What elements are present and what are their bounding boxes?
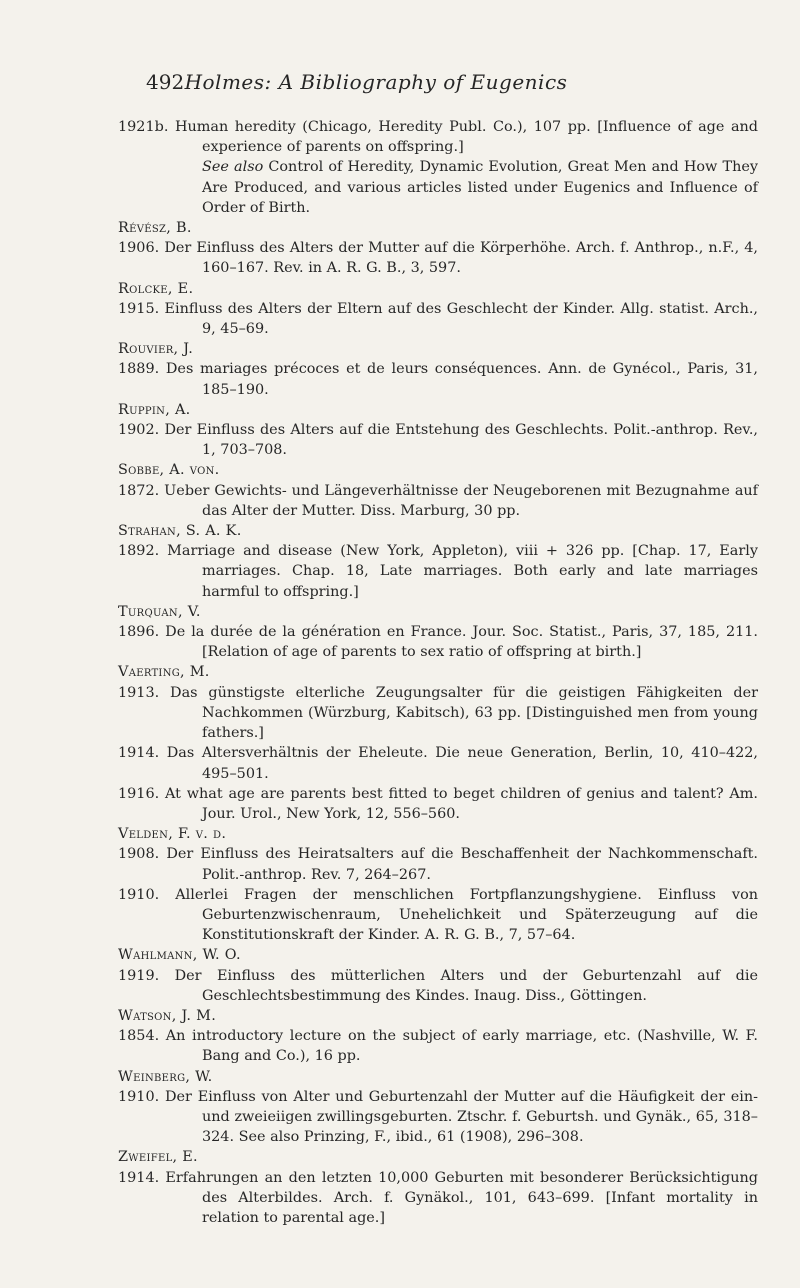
running-title: Holmes: A Bibliography of Eugenics [184,70,568,94]
bib-entry: 1910. Der Einfluss von Alter und Geburtenzahl der Mutter auf die Häufigkeit der ein- und zweieiigen zwillingsgeburten. Ztschr. f. Geburtsh. und Gynäk., 65, 318–324. See also Prinzing, F., ibid., 61 (1908), 296–308. [118,1088,758,1146]
page-number: 492 [146,70,185,94]
author-heading: Turquan, V. [118,603,201,620]
bib-entry: 1872. Ueber Gewichts- und Längeverhältnisse der Neugeborenen mit Bezugnahme auf das Alter der Mutter. Diss. Marburg, 30 pp. [118,482,758,519]
author-heading: Rouvier, J. [118,341,194,358]
author-heading: Wahlmann, W. O. [118,947,241,964]
see-also-lead: See also [202,159,264,176]
see-also-note [118,157,758,218]
bib-entry: 1914. Das Altersverhältnis der Eheleute. Die neue Generation, Berlin, 10, 410–422, 495–501. [118,745,758,782]
author-heading: Rolcke, E. [118,280,194,297]
author-heading: Sobbe, A. von. [118,462,220,479]
bib-entry: 1916. At what age are parents best fitted to beget children of genius and talent? Am. Jour. Urol., New York, 12, 556–560. [118,785,758,822]
author-heading: Watson, J. M. [118,1007,217,1024]
bibliography-content [118,117,758,1228]
author-heading: Ruppin, A. [118,401,191,418]
bib-entry: 1892. Marriage and disease (New York, Appleton), viii + 326 pp. [Chap. 17, Early marriages. Chap. 18, Late marriages. Both early and late marriages harmful to offspring.] [118,543,758,600]
author-heading: Weinberg, W. [118,1068,213,1085]
author-heading: Zweifel, E. [118,1149,198,1166]
bib-entry: 1908. Der Einfluss des Heiratsalters auf die Beschaffenheit der Nachkommenschaft. Polit.-anthrop. Rev. 7, 264–267. [118,846,758,883]
author-heading: Révész, B. [118,220,192,237]
bib-entry: 1906. Der Einfluss des Alters der Mutter auf die Körperhöhe. Arch. f. Anthrop., n.F., 4, 160–167. Rev. in A. R. G. B., 3, 597. [118,240,758,277]
bib-entry: 1921b. Human heredity (Chicago, Heredity Publ. Co.), 107 pp. [Influence of age and experience of parents on offspring.] [118,119,758,156]
bib-entry: 1902. Der Einfluss des Alters auf die Entstehung des Geschlechts. Polit.-anthrop. Rev., 1, 703–708. [118,422,758,459]
bib-entry: 1915. Einfluss des Alters der Eltern auf des Geschlecht der Kinder. Allg. statist. Arch., 9, 45–69. [118,300,758,338]
bib-entry: 1854. An introductory lecture on the subject of early marriage, etc. (Nashville, W. F. Bang and Co.), 16 pp. [118,1028,758,1065]
page-header [146,70,606,100]
bib-entry: 1914. Erfahrungen an den letzten 10,000 Geburten mit besonderer Berücksichtigung des Alterbildes. Arch. f. Gynäkol., 101, 643–699. [Infant mortality in relation to parental age.] [118,1169,758,1226]
see-also-text: Control of Heredity, Dynamic Evolution, Great Men and How They Are Produced, and various articles listed under Eugenics and Influence of Order of Birth. [202,159,758,216]
bib-entry: 1910. Allerlei Fragen der menschlichen Fortpflanzungshygiene. Einfluss von Geburtenzwischenraum, Unehelichkeit und Späterzeugung auf die Konstitutionskraft der Kinder. A. R. G. B., 7, 57–64. [118,886,758,944]
author-heading: Vaerting, M. [118,664,210,681]
bib-entry: 1889. Des mariages précoces et de leurs conséquences. Ann. de Gynécol., Paris, 31, 185–190. [118,361,758,398]
author-heading: Strahan, S. A. K. [118,523,242,540]
bib-entry: 1919. Der Einfluss des mütterlichen Alters und der Geburtenzahl auf die Geschlechtsbestimmung des Kindes. Inaug. Diss., Göttingen. [118,967,758,1004]
bib-entry: 1896. De la durée de la génération en France. Jour. Soc. Statist., Paris, 37, 185, 211. [Relation of age of parents to sex ratio of offspring at birth.] [118,624,758,661]
bib-entry: 1913. Das günstigste elterliche Zeugungsalter für die geistigen Fähigkeiten der Nachkommen (Würzburg, Kabitsch), 63 pp. [Distinguished men from young fathers.] [118,684,758,742]
author-heading: Velden, F. v. d. [118,826,227,843]
